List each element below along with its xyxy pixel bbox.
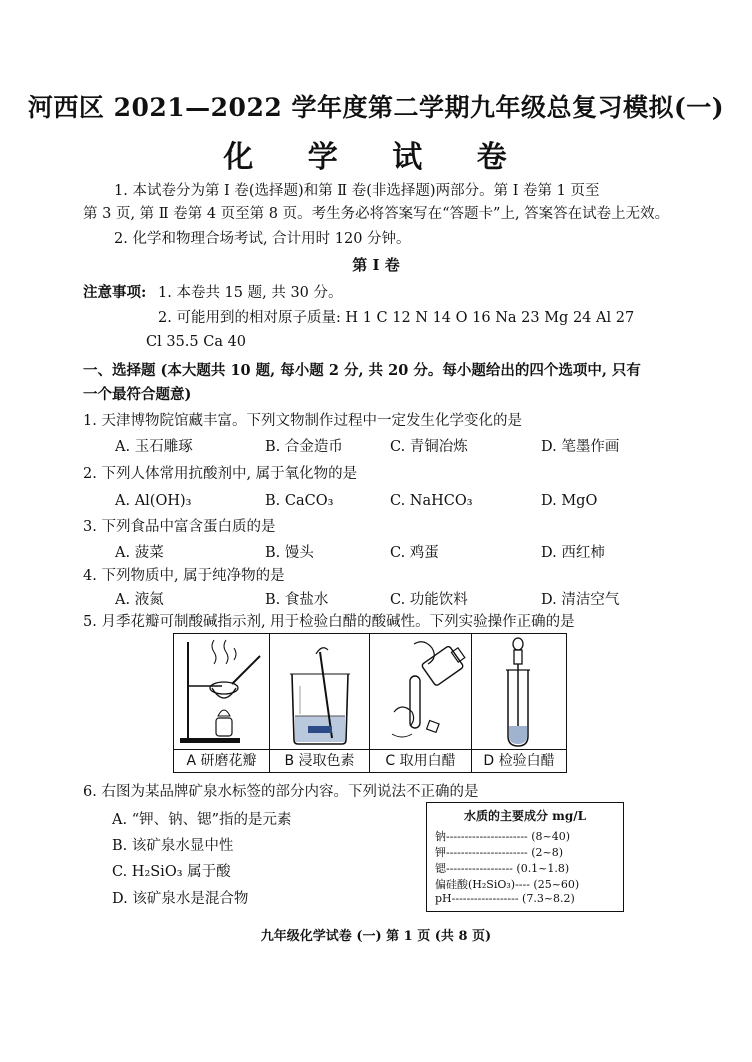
- label-row-strontium: 锶------------------ (0.1~1.8): [435, 862, 570, 875]
- question-1-option-d: D. 笔墨作画: [541, 439, 620, 455]
- label-row-sodium: 钠---------------------- (8~40): [435, 830, 571, 843]
- question-4-option-c: C. 功能饮料: [390, 592, 468, 608]
- section-heading-line-2: 一个最符合题意): [83, 386, 192, 403]
- question-4-stem: 4. 下列物质中, 属于纯净物的是: [83, 568, 285, 584]
- question-6-option-b: B. 该矿泉水显中性: [112, 838, 234, 854]
- question-6-option-d: D. 该矿泉水是混合物: [112, 891, 249, 907]
- question-3-stem: 3. 下列食品中富含蛋白质的是: [83, 519, 276, 535]
- question-3-option-b: B. 馒头: [265, 545, 314, 561]
- section-heading-line-1: 一、选择题 (本大题共 10 题, 每小题 2 分, 共 20 分。每小题给出的四个选项中, 只有: [83, 362, 641, 379]
- pouring-illustration: [370, 634, 472, 750]
- notes-item-1: 1. 本卷共 15 题, 共 30 分。: [158, 285, 343, 301]
- notes-item-2: 2. 可能用到的相对原子质量: H 1 C 12 N 14 O 16 Na 23 Mg 24 Al 27: [158, 310, 635, 326]
- question-2-option-c: C. NaHCO₃: [390, 493, 473, 509]
- question-4-option-d: D. 清洁空气: [541, 592, 620, 608]
- question-4-option-a: A. 液氮: [115, 592, 164, 608]
- burner-grinding-illustration: [174, 634, 270, 750]
- question-6-option-c: C. H₂SiO₃ 属于酸: [112, 864, 231, 880]
- question-3-option-a: A. 菠菜: [115, 545, 164, 561]
- mineral-water-label-title: 水质的主要成分 mg/L: [463, 809, 587, 823]
- question-5-stem: 5. 月季花瓣可制酸碱指示剂, 用于检验白醋的酸碱性。下列实验操作正确的是: [83, 614, 575, 630]
- intro-line-2: 第 3 页, 第 Ⅱ 卷第 4 页至第 8 页。考生务必将答案写在“答题卡”上, 答案答在试卷上无效。: [83, 206, 670, 222]
- question-4-option-b: B. 食盐水: [265, 592, 329, 608]
- exam-title: 河西区 2021—2022 学年度第二学期九年级总复习模拟(一): [27, 93, 725, 122]
- question-1-option-a: A. 玉石雕琢: [115, 439, 193, 455]
- experiment-b-caption: B 浸取色素: [270, 749, 369, 772]
- notes-item-2b: Cl 35.5 Ca 40: [146, 334, 247, 350]
- question-6-option-a: A. “钾、钠、锶”指的是元素: [112, 812, 292, 828]
- intro-line-1: 1. 本试卷分为第 Ⅰ 卷(选择题)和第 Ⅱ 卷(非选择题)两部分。第 Ⅰ 卷第 1 页至: [114, 183, 600, 199]
- experiment-figure: [173, 633, 567, 773]
- experiment-b: [270, 634, 370, 772]
- exam-subtitle: 化 学 试 卷: [223, 140, 529, 175]
- question-2-option-a: A. Al(OH)₃: [115, 493, 192, 509]
- question-3-option-c: C. 鸡蛋: [390, 545, 439, 561]
- label-row-potassium: 钾---------------------- (2~8): [435, 846, 564, 859]
- part-heading: 第 Ⅰ 卷: [352, 256, 400, 274]
- question-3-option-d: D. 西红柿: [541, 545, 605, 561]
- label-row-metasilicic-acid: 偏硅酸(H₂SiO₃)---- (25~60): [435, 878, 580, 891]
- experiment-a: [174, 634, 270, 772]
- beaker-illustration: [270, 634, 370, 750]
- intro-line-3: 2. 化学和物理合场考试, 合计用时 120 分钟。: [114, 231, 411, 247]
- question-6-stem: 6. 右图为某品牌矿泉水标签的部分内容。下列说法不正确的是: [83, 784, 479, 800]
- notes-label: 注意事项:: [83, 284, 147, 301]
- question-1-option-b: B. 合金造币: [265, 439, 343, 455]
- question-1-stem: 1. 天津博物院馆藏丰富。下列文物制作过程中一定发生化学变化的是: [83, 413, 522, 429]
- question-2-stem: 2. 下列人体常用抗酸剂中, 属于氧化物的是: [83, 466, 358, 482]
- experiment-c: [370, 634, 472, 772]
- experiment-a-caption: A 研磨花瓣: [174, 749, 269, 772]
- experiment-d-caption: D 检验白醋: [472, 749, 566, 772]
- experiment-d: [472, 634, 566, 772]
- question-2-option-b: B. CaCO₃: [265, 493, 334, 509]
- test-tube-illustration: [472, 634, 566, 750]
- question-1-option-c: C. 青铜冶炼: [390, 439, 468, 455]
- experiment-c-caption: C 取用白醋: [370, 749, 471, 772]
- question-2-option-d: D. MgO: [541, 493, 598, 509]
- mineral-water-label: [426, 802, 624, 912]
- label-row-ph: pH------------------ (7.3~8.2): [435, 892, 575, 905]
- page-footer: 九年级化学试卷 (一) 第 1 页 (共 8 页): [260, 929, 492, 944]
